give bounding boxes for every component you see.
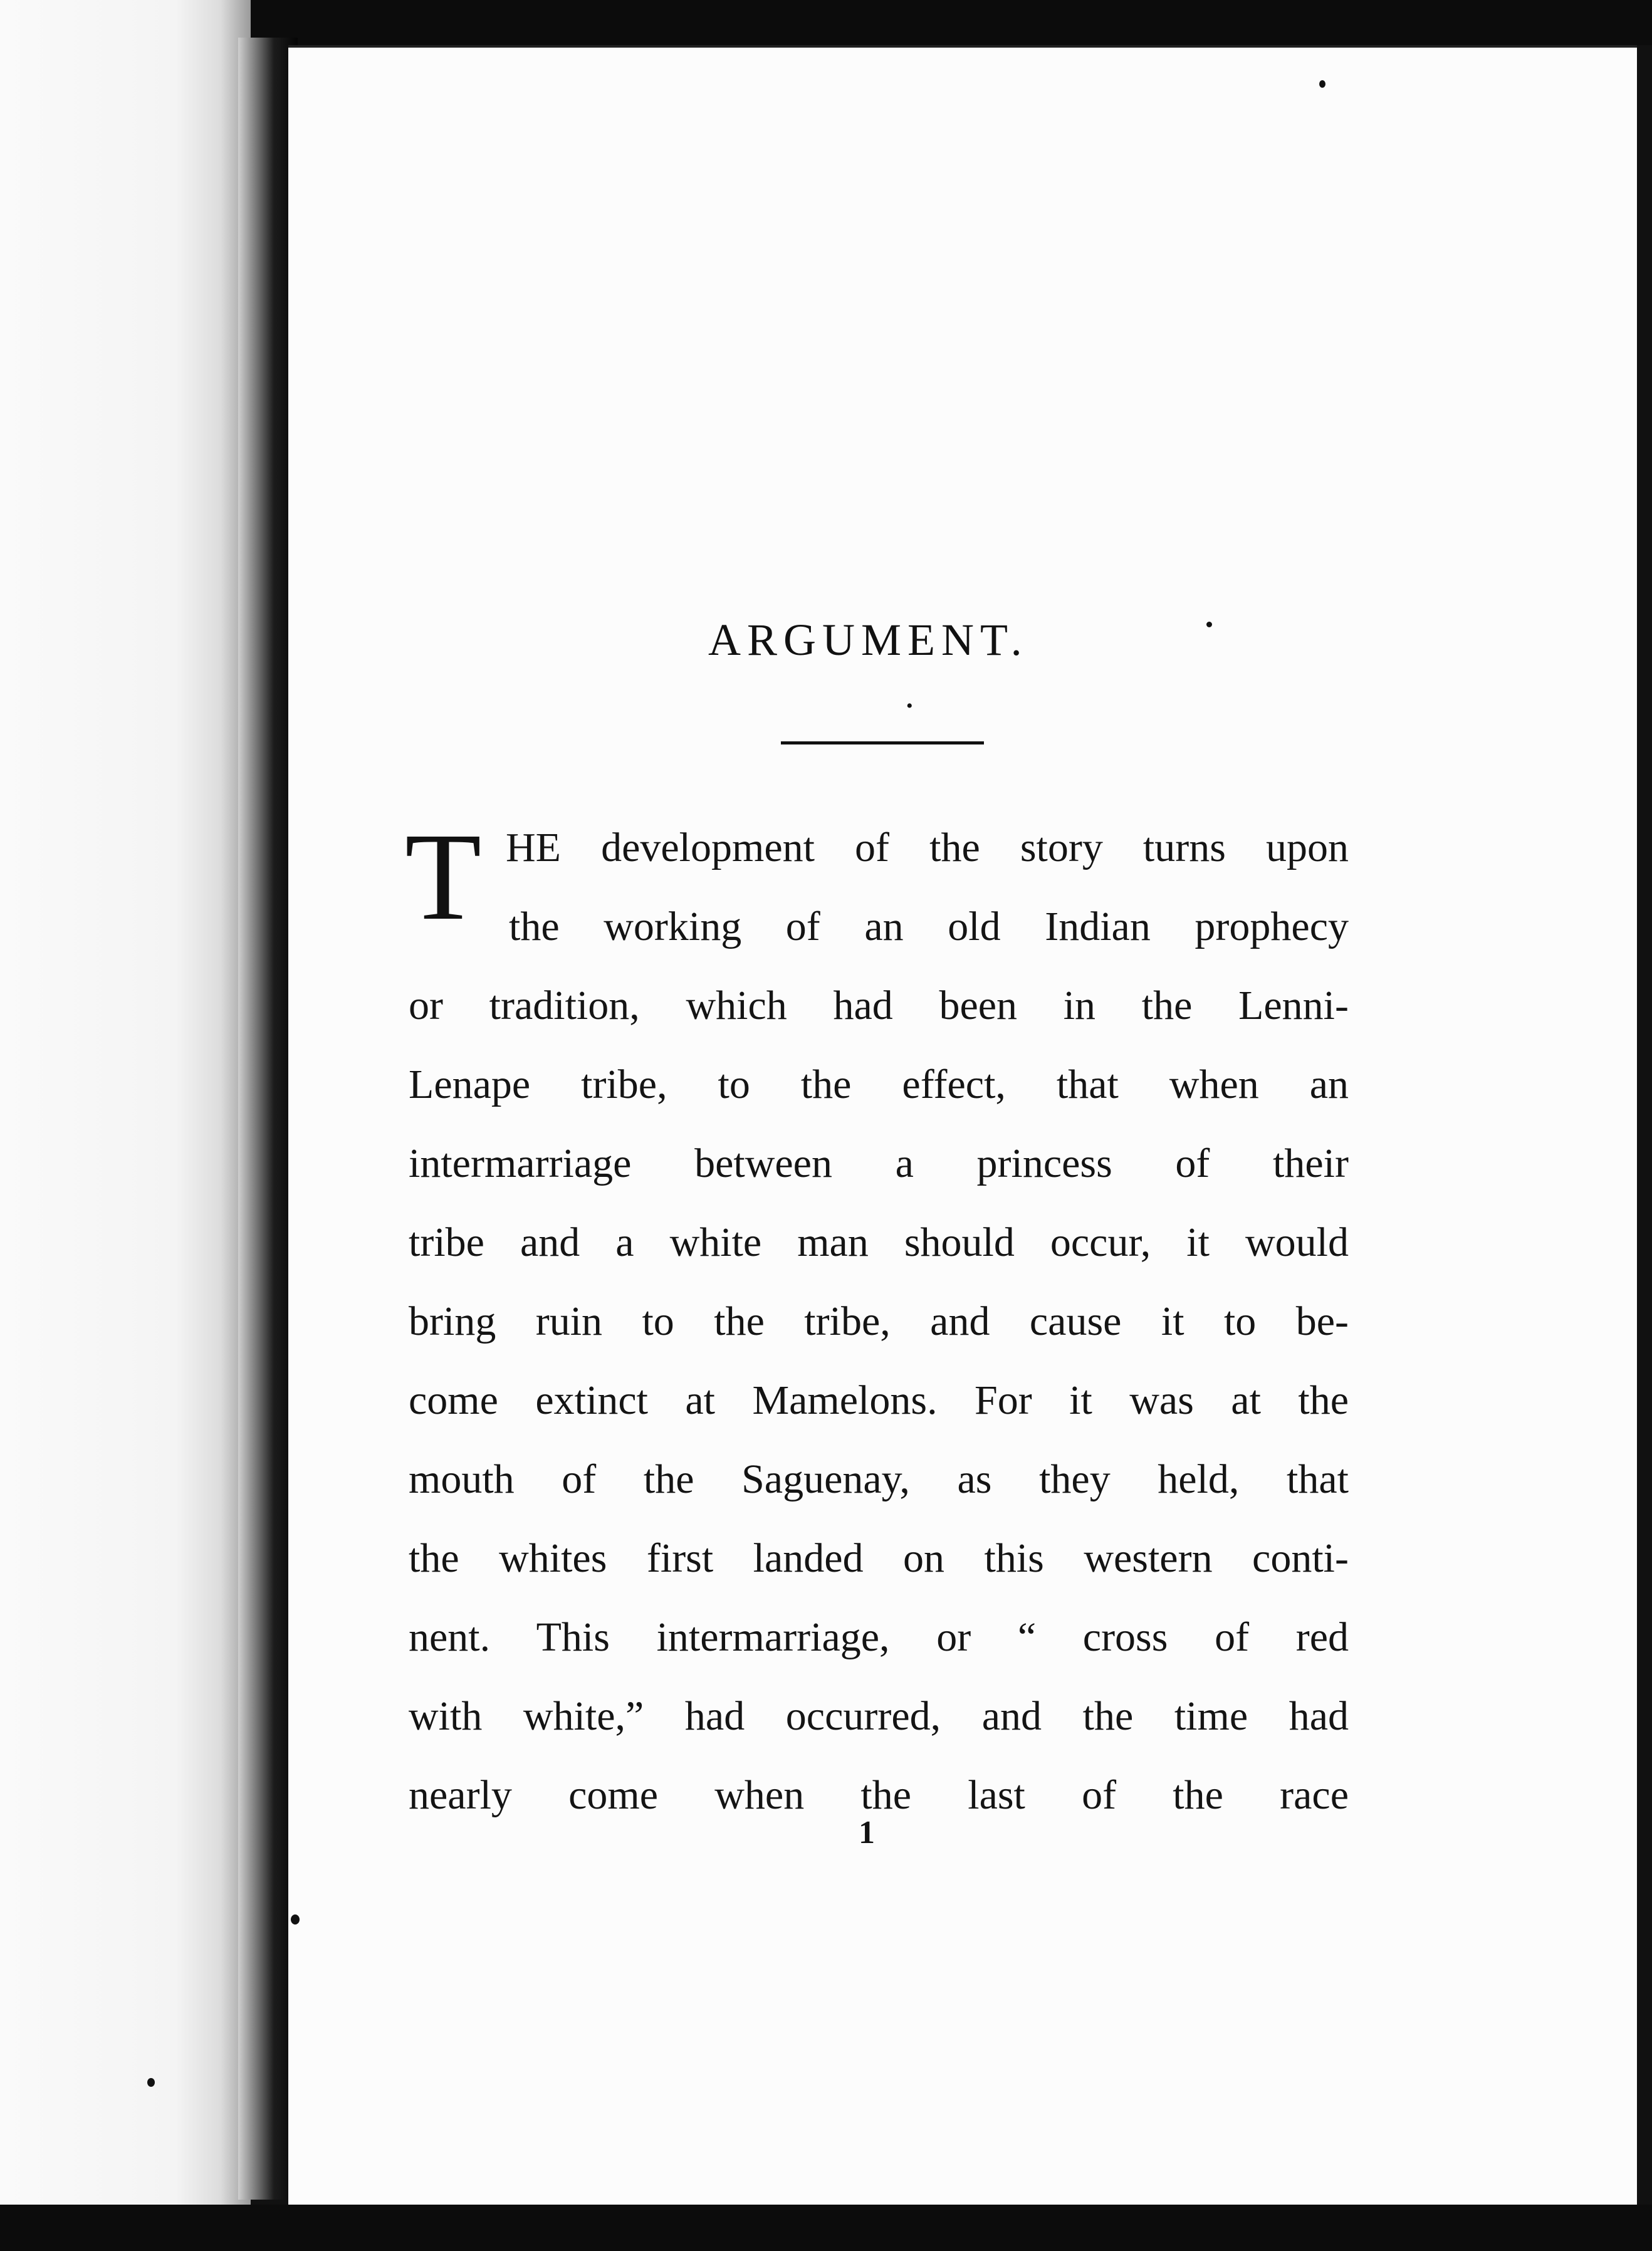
scan-speck (1206, 622, 1212, 627)
scan-speck (1319, 80, 1325, 88)
heading-rule (781, 741, 984, 744)
text-line: or tradition, which had been in the Lenni- (409, 983, 1349, 1028)
text-line: Lenape tribe, to the effect, that when an (409, 1062, 1349, 1107)
left-page-blank (0, 0, 251, 2251)
text-line: mouth of the Saguenay, as they held, that (409, 1456, 1349, 1502)
text-line: tribe and a white man should occur, it would (409, 1220, 1349, 1265)
text-line: the whites first landed on this western conti- (409, 1535, 1349, 1581)
section-heading: ARGUMENT. (708, 615, 1028, 665)
page-number: 1 (859, 1815, 875, 1851)
text-line: nearly come when the last of the race (409, 1772, 1349, 1818)
ornament-dot: • (906, 696, 913, 716)
scan-border-bottom (0, 2205, 1652, 2251)
text-line: bring ruin to the tribe, and cause it to be- (409, 1298, 1349, 1344)
scan-border-top (251, 0, 1652, 45)
text-line: come extinct at Mamelons. For it was at the (409, 1377, 1349, 1423)
text-line: HE development of the story turns upon (506, 825, 1349, 870)
text-line: the working of an old Indian prophecy (509, 904, 1349, 949)
text-line: with white,” had occurred, and the time had (409, 1693, 1349, 1739)
drop-cap: T (405, 808, 482, 946)
scan-speck (147, 2078, 155, 2087)
scan-speck (291, 1914, 300, 1925)
text-line: nent. This intermarriage, or “ cross of red (409, 1614, 1349, 1660)
body-text (405, 808, 1349, 1835)
text-line: intermarriage between a princess of their (409, 1141, 1349, 1186)
